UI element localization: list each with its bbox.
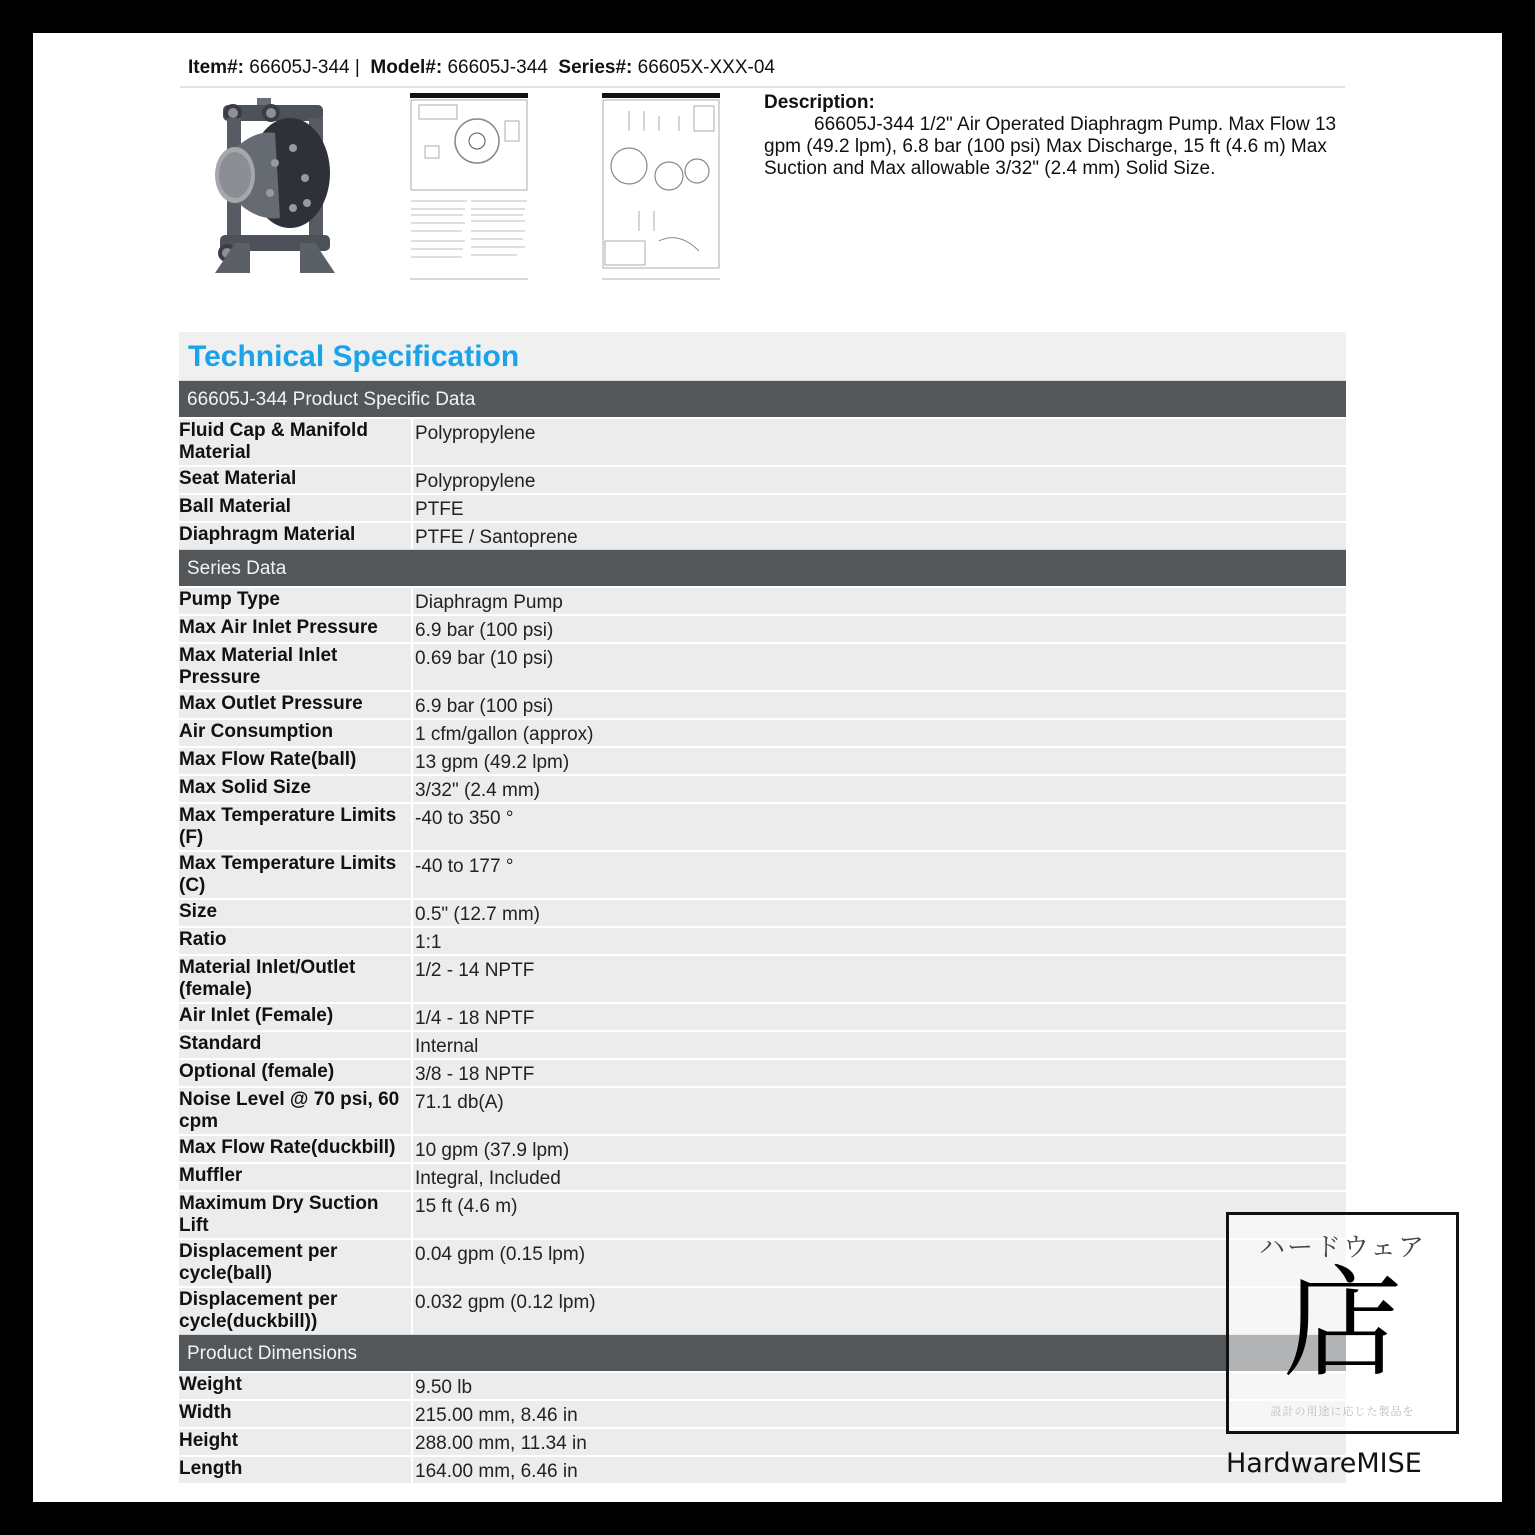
product-id-line (188, 57, 775, 79)
table-row (179, 1286, 1346, 1334)
model-number: 66605J-344 (447, 57, 548, 78)
section-header-series-data: Series Data (179, 549, 1346, 586)
table-row (179, 1162, 1346, 1190)
logo-kanji: 店 (1282, 1255, 1403, 1394)
spec-key: Height (179, 1430, 239, 1451)
spec-key: Maximum Dry Suction Lift (179, 1193, 379, 1236)
table-row (179, 954, 1346, 1002)
table-row (179, 690, 1346, 718)
spec-key: Max Temperature Limits (C) (179, 853, 397, 896)
spec-value: 10 gpm (37.9 lpm) (411, 1136, 1346, 1162)
spec-value: Diaphragm Pump (411, 588, 1346, 614)
spec-key: Fluid Cap & Manifold Material (179, 420, 368, 463)
model-label: Model#: (370, 57, 443, 78)
description (764, 92, 1344, 180)
spec-key: Displacement per cycle(duckbill)) (179, 1289, 338, 1332)
spec-value: 15 ft (4.6 m) (411, 1192, 1346, 1238)
table-row (179, 1134, 1346, 1162)
table-row (179, 642, 1346, 690)
spec-key: Seat Material (179, 468, 297, 489)
table-row (179, 1238, 1346, 1286)
spec-value: 1/4 - 18 NPTF (411, 1004, 1346, 1030)
spec-value: Integral, Included (411, 1164, 1346, 1190)
table-row (179, 926, 1346, 954)
spec-key: Ratio (179, 929, 227, 950)
table-row (179, 718, 1346, 746)
technical-specification (179, 332, 1346, 1483)
series-number: 66605X-XXX-04 (637, 57, 775, 78)
item-number: 66605J-344 (249, 57, 350, 78)
table-row (179, 1455, 1346, 1483)
spec-value: 3/32" (2.4 mm) (411, 776, 1346, 802)
logo-kana: ハードウェア (1259, 1233, 1426, 1263)
logo-tagline: 設計の用途に応じた製品を (1270, 1406, 1415, 1418)
table-row (179, 614, 1346, 642)
table-row (179, 746, 1346, 774)
spec-value: 0.032 gpm (0.12 lpm) (411, 1288, 1346, 1334)
spec-value: PTFE (411, 495, 1346, 521)
spec-key: Max Flow Rate(duckbill) (179, 1137, 396, 1158)
table-row (179, 850, 1346, 898)
spec-value: 71.1 db(A) (411, 1088, 1346, 1134)
spec-key: Noise Level @ 70 psi, 60 cpm (179, 1089, 400, 1132)
spec-value: 0.04 gpm (0.15 lpm) (411, 1240, 1346, 1286)
spec-key: Displacement per cycle(ball) (179, 1241, 338, 1284)
spec-value: 164.00 mm, 6.46 in (411, 1457, 1346, 1483)
description-text: 66605J-344 1/2" Air Operated Diaphragm Pump. Max Flow 13 gpm (49.2 lpm), 6.8 bar (100 psi) Max Discharge, 15 ft (4.6 m) Max Suction and Max allowable 3/32" (2.4 mm) Solid Size. (764, 114, 1337, 179)
spec-value: 6.9 bar (100 psi) (411, 692, 1346, 718)
table-row (179, 802, 1346, 850)
spec-value: Internal (411, 1032, 1346, 1058)
table-row (179, 586, 1346, 614)
table-row (179, 417, 1346, 465)
table-row (179, 774, 1346, 802)
divider (180, 86, 1345, 88)
spec-title: Technical Specification (179, 332, 1346, 380)
spec-key: Max Flow Rate(ball) (179, 749, 357, 770)
table-row (179, 1058, 1346, 1086)
table-row (179, 493, 1346, 521)
spec-key: Max Material Inlet Pressure (179, 645, 338, 688)
spec-key: Air Consumption (179, 721, 334, 742)
table-row (179, 1427, 1346, 1455)
spec-key: Max Outlet Pressure (179, 693, 363, 714)
spec-value: 13 gpm (49.2 lpm) (411, 748, 1346, 774)
separator: | (354, 57, 360, 78)
spec-value: 1 cfm/gallon (approx) (411, 720, 1346, 746)
spec-key: Max Air Inlet Pressure (179, 617, 378, 638)
brand-name: HardwareMISE (1226, 1448, 1422, 1479)
table-row (179, 1399, 1346, 1427)
parts-diagram-air-motor (407, 91, 531, 285)
spec-value: 215.00 mm, 8.46 in (411, 1401, 1346, 1427)
section-header-product-specific: 66605J-344 Product Specific Data (179, 380, 1346, 417)
spec-value: 9.50 lb (411, 1373, 1346, 1399)
table-row (179, 1086, 1346, 1134)
spec-key: Air Inlet (Female) (179, 1005, 334, 1026)
table-row (179, 521, 1346, 549)
spec-value: -40 to 177 ° (411, 852, 1346, 898)
spec-key: Weight (179, 1374, 242, 1395)
spec-key: Diaphragm Material (179, 524, 356, 545)
table-row (179, 1190, 1346, 1238)
parts-diagram-fluid-section (599, 91, 723, 285)
spec-value: Polypropylene (411, 419, 1346, 465)
spec-value: 6.9 bar (100 psi) (411, 616, 1346, 642)
spec-key: Standard (179, 1033, 262, 1054)
spec-key: Pump Type (179, 589, 280, 610)
spec-value: 0.69 bar (10 psi) (411, 644, 1346, 690)
spec-value: -40 to 350 ° (411, 804, 1346, 850)
table-row (179, 1002, 1346, 1030)
spec-key: Width (179, 1402, 232, 1423)
table-row (179, 1030, 1346, 1058)
spec-value: 1/2 - 14 NPTF (411, 956, 1346, 1002)
series-label: Series#: (558, 57, 633, 78)
spec-value: 1:1 (411, 928, 1346, 954)
spec-value: Polypropylene (411, 467, 1346, 493)
spec-key: Muffler (179, 1165, 243, 1186)
section-header-product-dimensions: Product Dimensions (179, 1334, 1346, 1371)
store-logo (1226, 1212, 1459, 1434)
spec-value: 288.00 mm, 11.34 in (411, 1429, 1346, 1455)
spec-value: PTFE / Santoprene (411, 523, 1346, 549)
pump-photo (205, 93, 345, 278)
spec-key: Optional (female) (179, 1061, 335, 1082)
spec-key: Length (179, 1458, 243, 1479)
spec-key: Ball Material (179, 496, 291, 517)
description-label: Description: (764, 92, 875, 113)
table-row (179, 898, 1346, 926)
item-label: Item#: (188, 57, 244, 78)
spec-value: 0.5" (12.7 mm) (411, 900, 1346, 926)
spec-key: Material Inlet/Outlet (female) (179, 957, 356, 1000)
spec-key: Max Temperature Limits (F) (179, 805, 397, 848)
spec-value: 3/8 - 18 NPTF (411, 1060, 1346, 1086)
spec-key: Size (179, 901, 218, 922)
spec-key: Max Solid Size (179, 777, 311, 798)
table-row (179, 1371, 1346, 1399)
table-row (179, 465, 1346, 493)
